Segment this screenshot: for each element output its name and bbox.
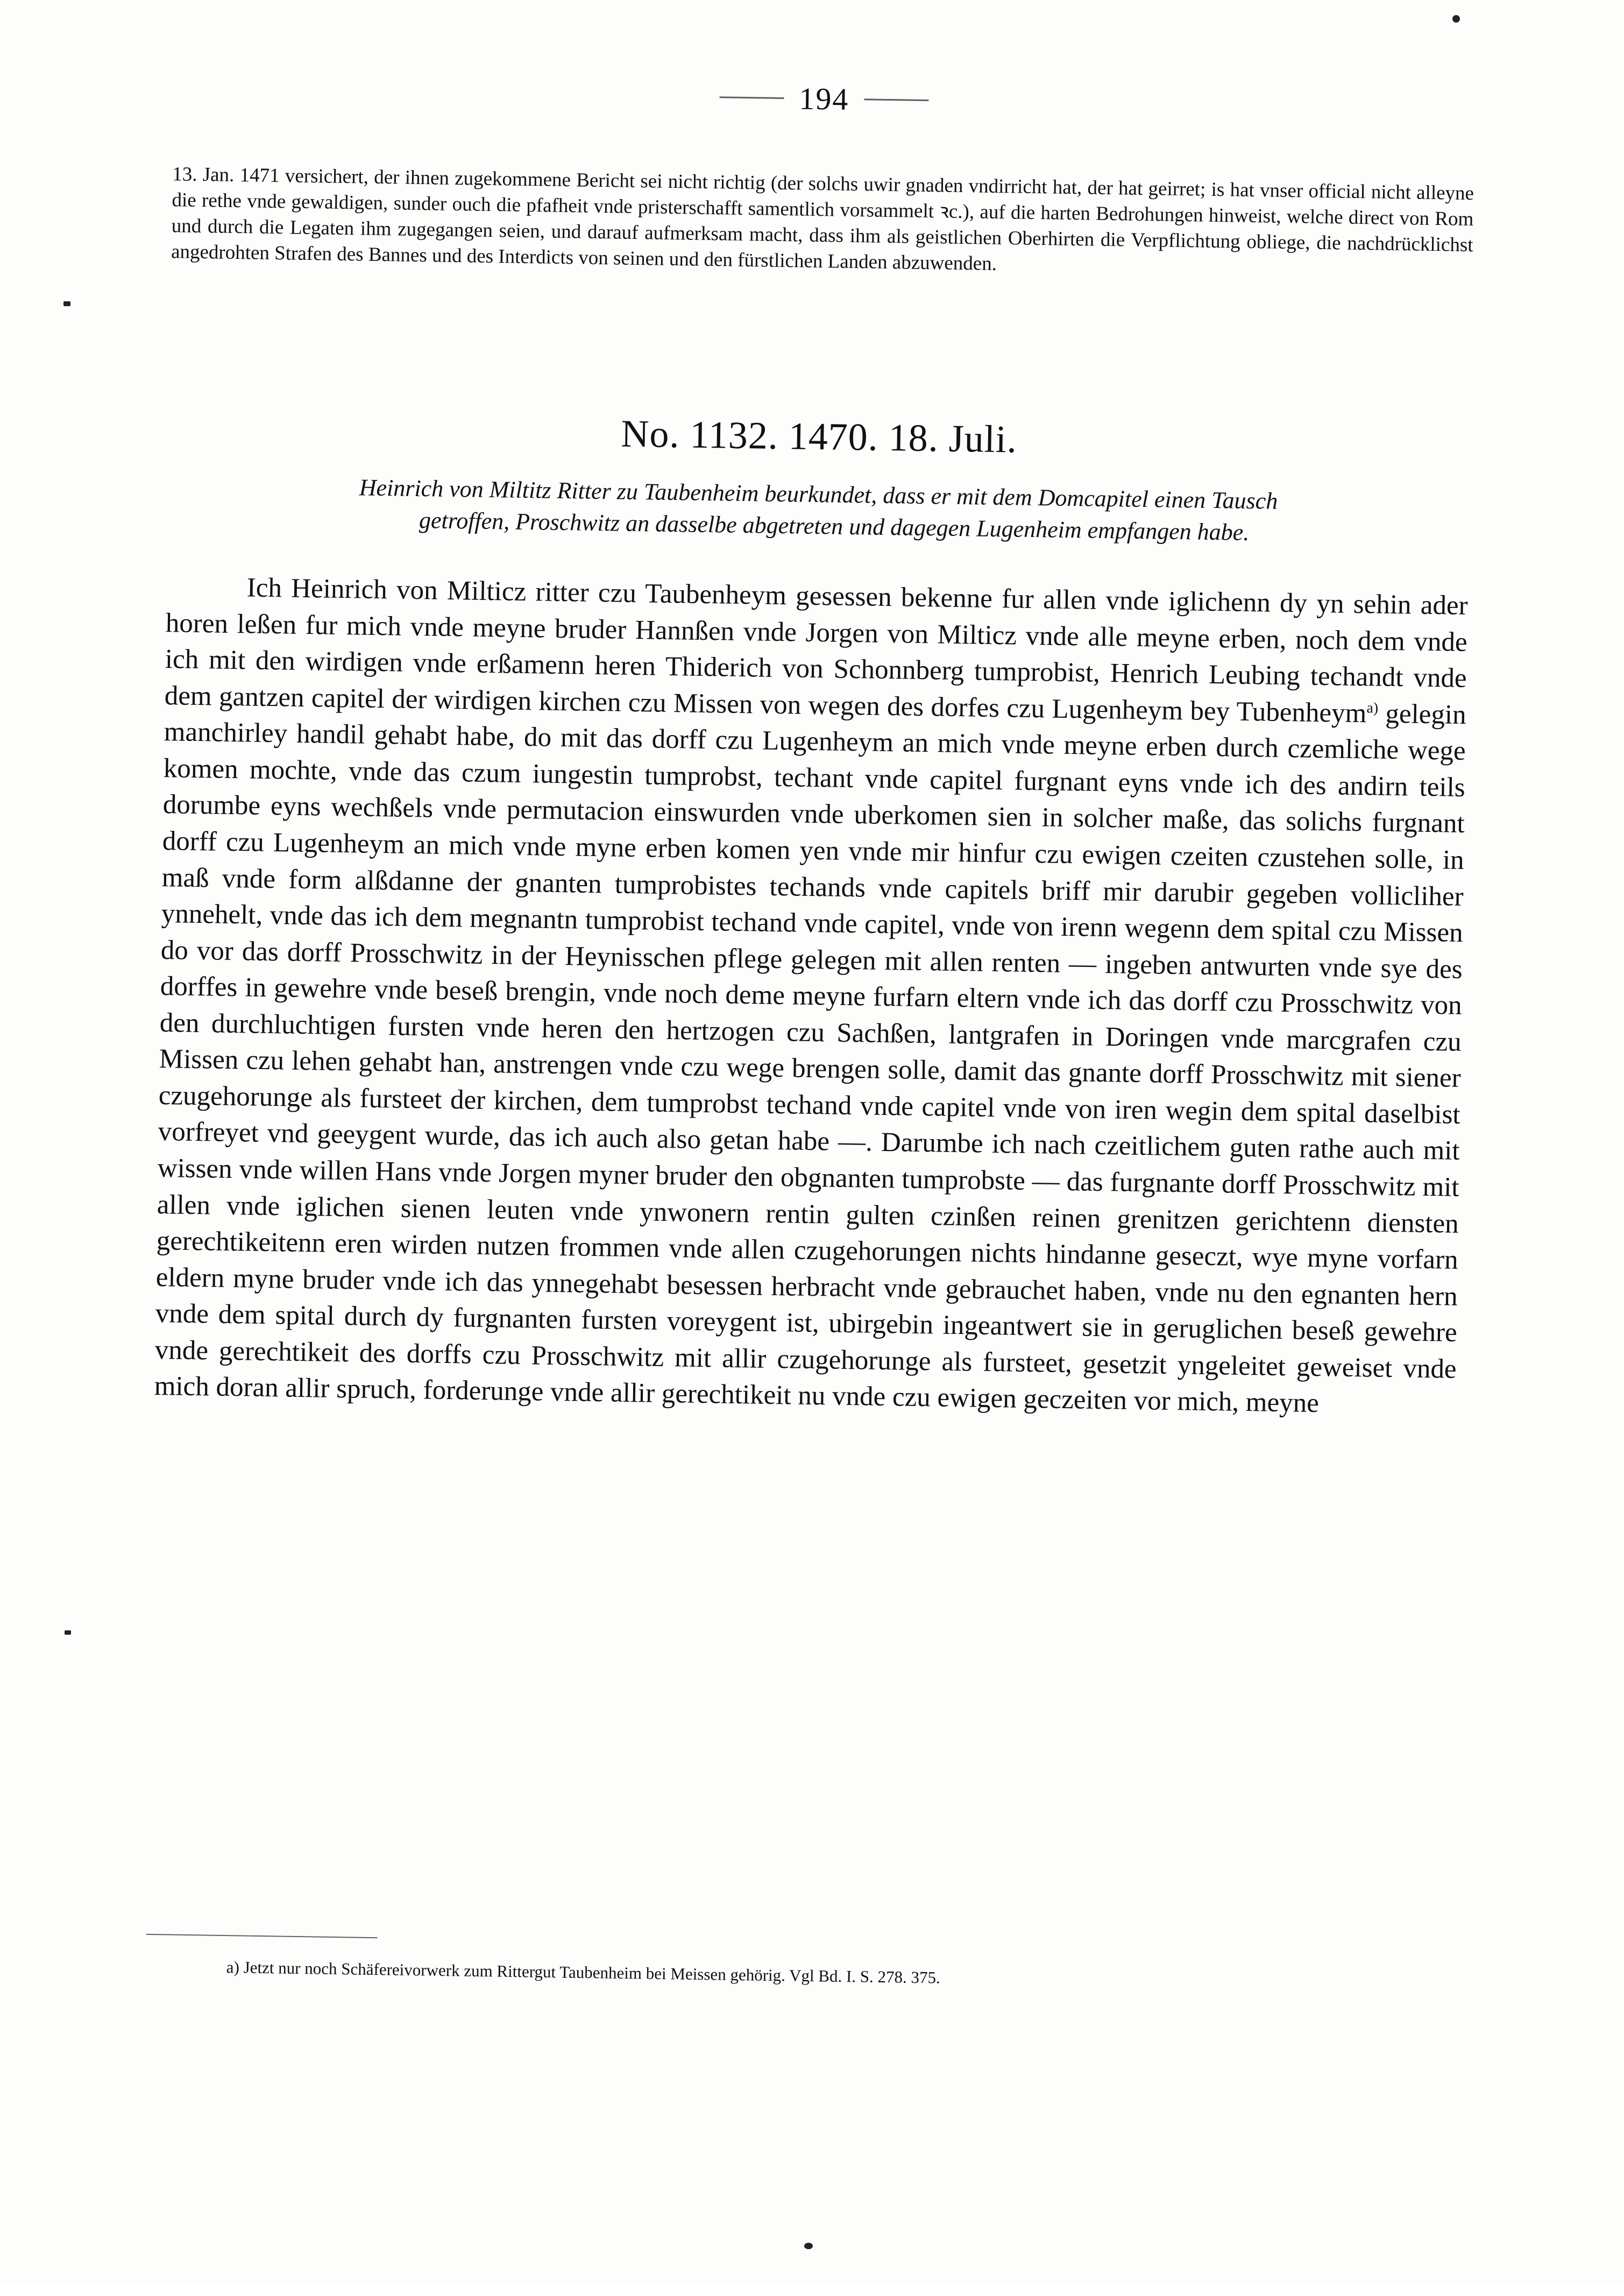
charter-body <box>154 569 1468 1424</box>
charter-heading: No. 1132. 1470. 18. Juli. <box>620 412 1018 461</box>
folio-rule-left <box>719 96 784 99</box>
charter-regest <box>167 469 1469 552</box>
headnote-paragraph <box>171 161 1474 284</box>
footnote-text-a: a) Jetzt nur noch Schäfereivorwerk zum Rittergut Taubenheim bei Meissen gehörig. Vgl Bd. I. S. 278. 375. <box>226 1958 941 1987</box>
page-number: 194 <box>798 81 849 117</box>
running-head <box>12 69 1624 129</box>
regest-line-2: getroffen, Proschwitz an dasselbe abgetreten und dagegen Lugenheim empfangen habe. <box>419 507 1250 546</box>
regest-line-1: Heinrich von Miltitz Ritter zu Taubenheim beurkundet, dass er mit dem Domcapitel einen Tausch <box>359 474 1278 514</box>
charter-body-part-2: gelegin manchirley handil gehabt habe, do mit das dorff czu Lugenheym an mich vnde meyne erben durch czemliche wege komen mochte, vnde das czum iungestin tumprobst, techant vnde capitel furgnant eyns vnde ich des andirn teils dorumbe eyns wechßels vnde permutacion einswurden vnde uberkomen sien in solcher maße, das solichs furgnant dorff czu Lugenheym an mich vnde myne erben komen yen vnde mir hinfur czu ewigen czeiten czustehen solle, in maß vnde form alßdanne der gnanten tumprobistes techands vnde capitels briff mir darubir gegeben vollicliher ynnehelt, vnde das ich dem megnantn tumprobist techand vnde capitel, vnde von irenn wegenn dem spital czu Missen do vor das dorff Prosschwitz in der Heynisschen pflege gelegen mit allen renten — ingeben antwurten vnde sye des dorffes in gewehre vnde beseß brengin, vnde noch deme meyne furfarn eltern vnde ich das dorff czu Prosschwitz von den durchluchtigen fursten vnde heren den hertzogen czu Sachßen, lantgrafen in Doringen vnde marcgrafen czu Missen czu lehen gehabt han, anstrengen vnde czu wege brengen solle, damit das gnante dorff Prosschwitz mit siener czugehorunge als fursteet der kirchen, dem tumprobst techand vnde capitel vnde von iren wegin dem spital daselbist vorfreyet vnd geeygent wurde, das ich auch also getan habe —. Darumbe ich nach czeitlichem guten rathe auch mit wissen vnde willen Hans vnde Jorgen myner bruder den obgnanten tumprobste — das furgnante dorff Prosschwitz mit allen vnde iglichen sienen leuten vnde ynwonern rentin gulten czinßen reinen grenitzen gerichtenn diensten gerechtikeitenn eren wirden nutzen frommen vnde allen czugehorungen nichts hindanne geseczt, wye myne vorfarn eldern myne bruder vnde ich das ynnegehabt besessen herbracht vnde gebrauchet haben, vnde nu den egnanten hern vnde dem spital durch dy furgnanten fursten voreygent ist, ubirgebin ingeantwert sie in geruglichen beseß gewehre vnde gerechtikeit des dorffs czu Prosschwitz mit allir czugehorunge als fursteet, gesetzit yngeleitet geweiset vnde mich doran allir spruch, forderunge vnde allir gerechtikeit nu vnde czu ewigen geczeiten vor mich, meyne <box>154 698 1467 1419</box>
charter-body-paragraph <box>154 569 1468 1424</box>
charter-body-part-1: Ich Heinrich von Milticz ritter czu Taubenheym gesessen bekenne fur allen vnde iglichenn dy yn sehin ader horen leßen fur mich vnde meyne bruder Hannßen vnde Jorgen von Milticz vnde alle meyne erben, noch dem vnde ich mit den wirdigen vnde erßamenn heren Thiderich von Schonnberg tumprobist, Henrich Leubing techandt vnde dem gantzen capitel der wirdigen kirchen czu Missen von wegen des dorfes czu Lugenheym bey Tubenheym <box>164 573 1469 729</box>
footnote-block <box>146 1955 1448 1996</box>
footnote-separator <box>146 1934 378 1938</box>
folio-rule-right <box>864 98 928 101</box>
footnote-reference-a: a) <box>1366 699 1379 717</box>
headnote-text: 13. Jan. 1471 versichert, der ihnen zugekommene Bericht sei nicht richtig (der solchs uwir gnaden vndirricht hat, der hat geirret; is hat vnser official nicht alleyne die rethe vnde gewaldigen, sunder ouch die pfafheit vnde pristerschafft samentlich vorsammelt ꝛc.), auf die harten Bedrohungen hinweist, welche direct von Rom und durch die Legaten ihm zugegangen seien, und darauf aufmerksam macht, dass ihm als geistlichen Oberhirten die Verpflichtung obliege, die nachdrücklichst angedrohten Strafen des Bannes und des Interdicts von seinen und den fürstlichen Landen abzuwenden. <box>171 163 1474 275</box>
